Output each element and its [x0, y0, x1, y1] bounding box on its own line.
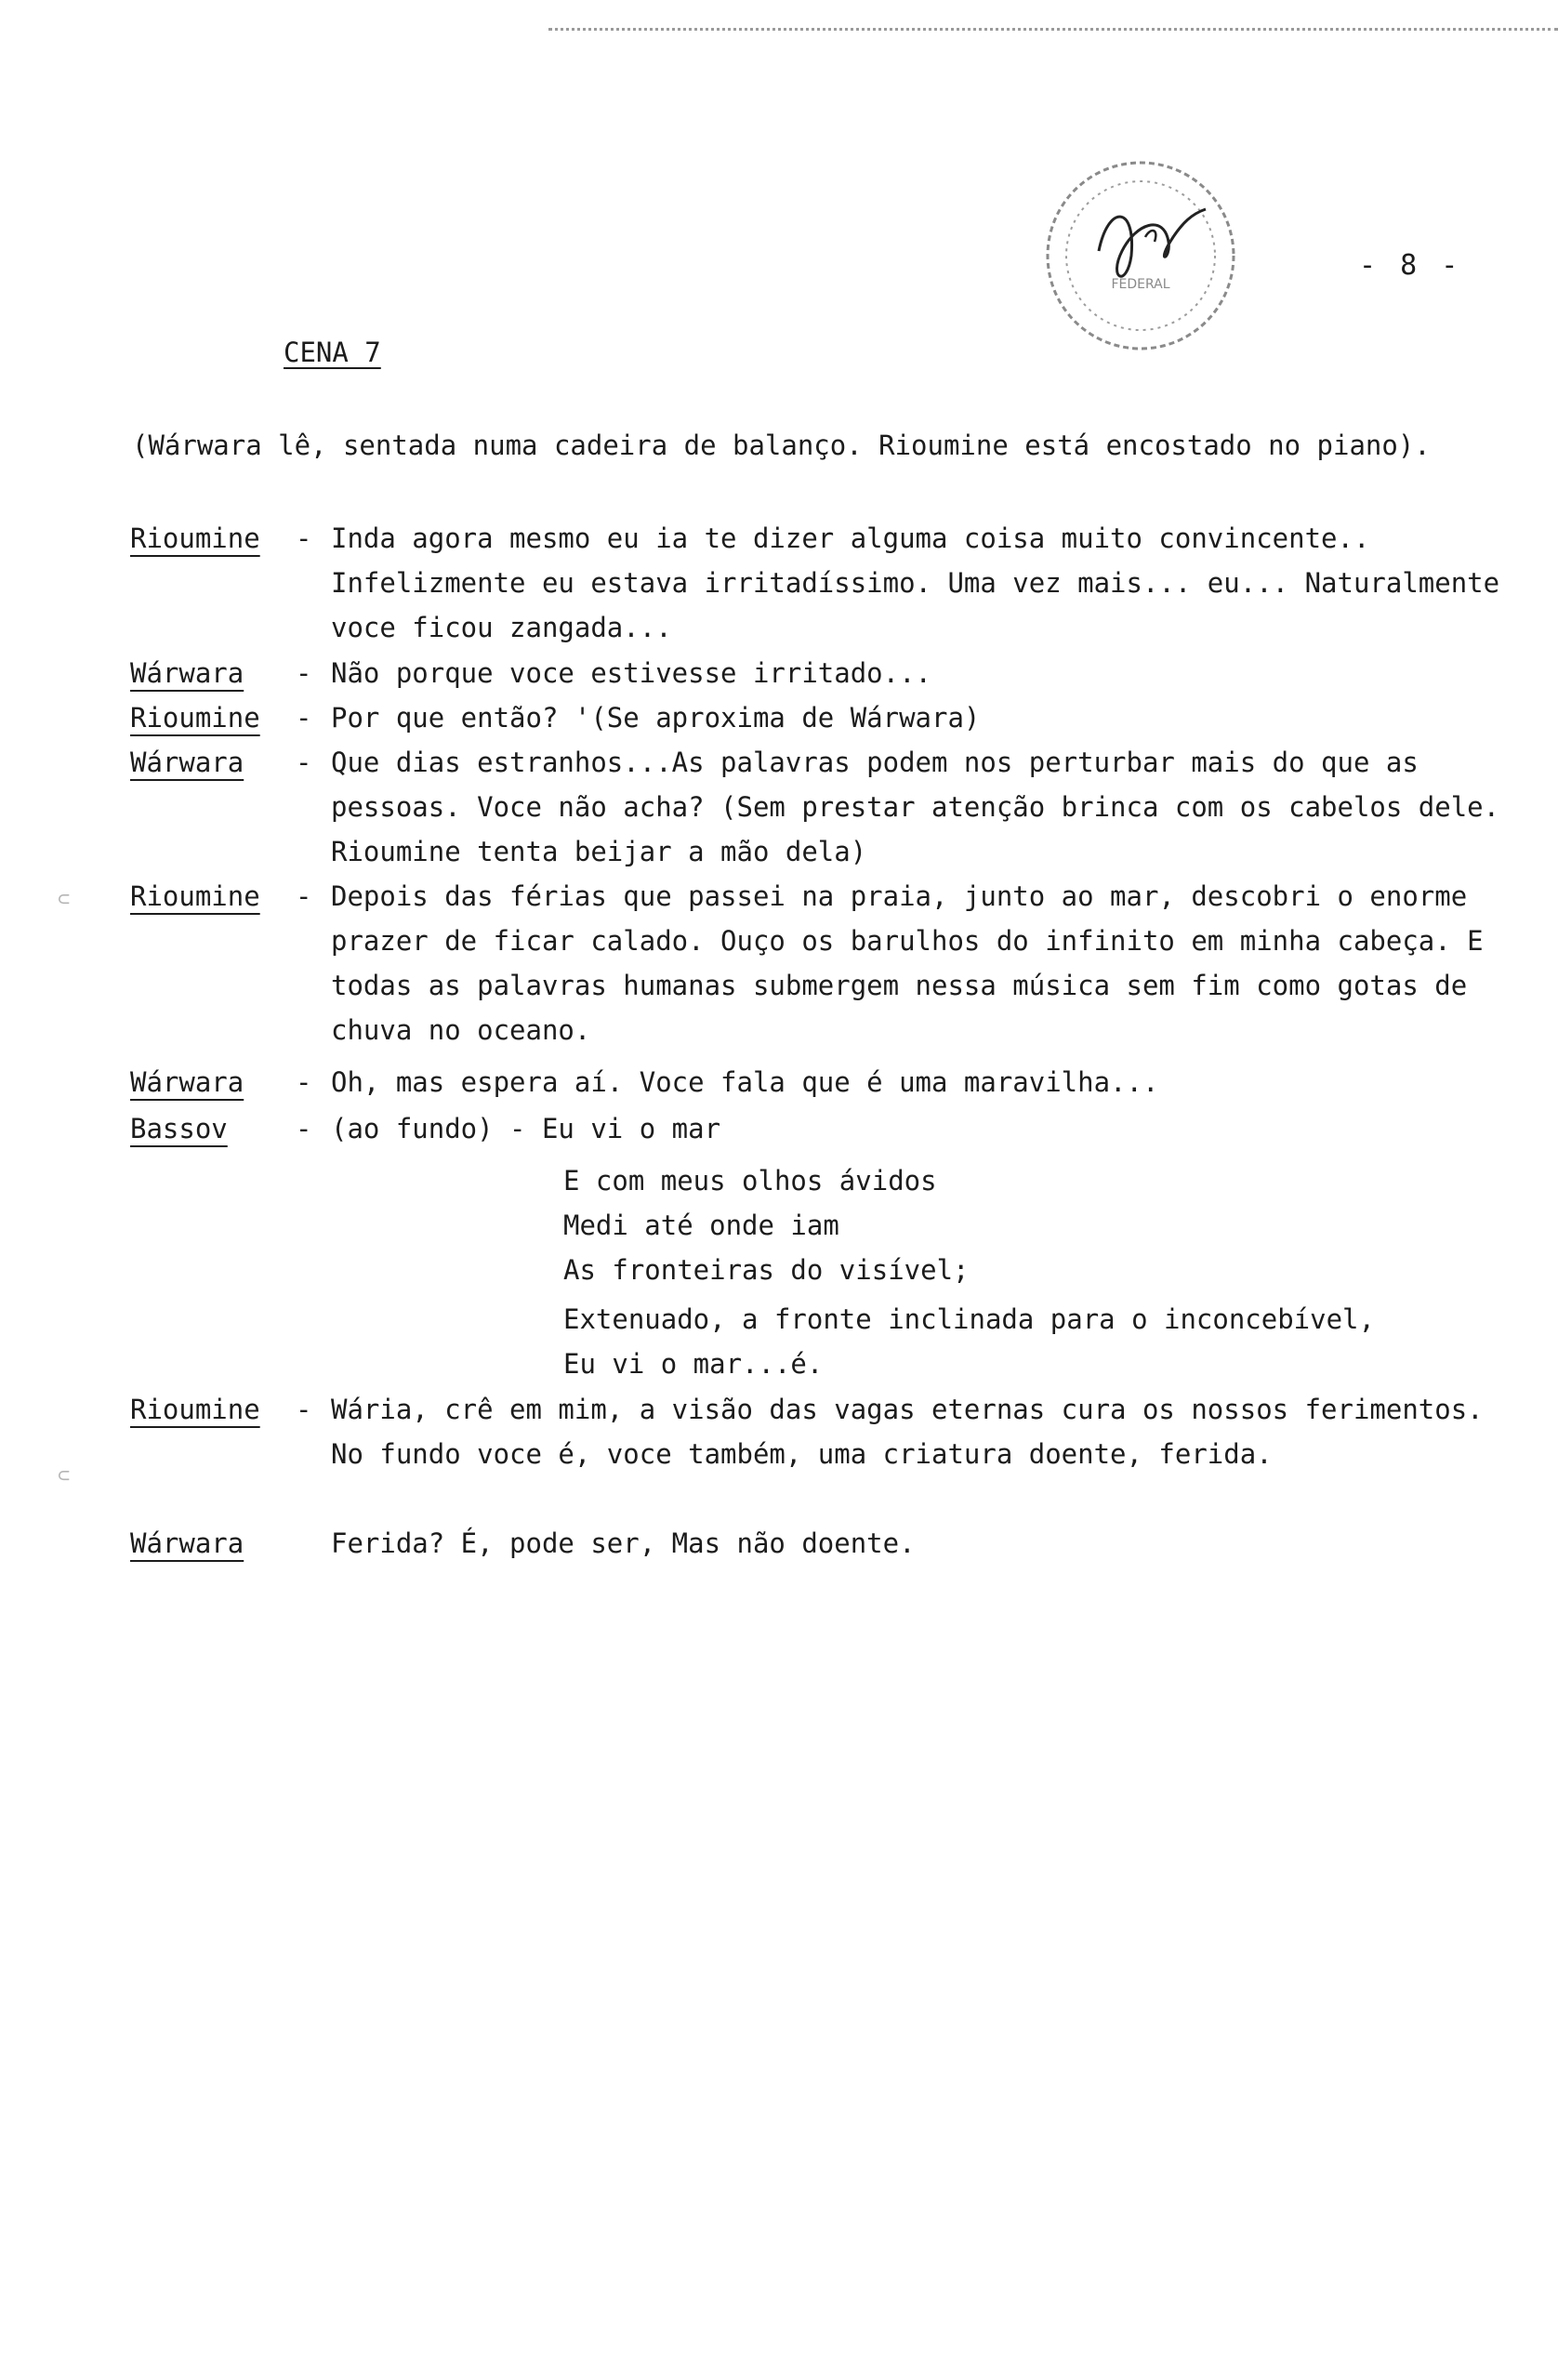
svg-text:FEDERAL: FEDERAL: [1111, 277, 1170, 292]
scene-title: CENA 7: [284, 337, 381, 368]
poem-line: E com meus olhos ávidos: [563, 1165, 937, 1197]
official-stamp-seal: [1034, 149, 1248, 363]
margin-punch-mark: ⊂: [58, 888, 71, 911]
speech-text: Por que então? '(Se aproxima de Wárwara): [331, 702, 981, 734]
speaker-name: Rioumine: [130, 880, 260, 912]
poem-line: Extenuado, a fronte inclinada para o inconcebível,: [563, 1303, 1375, 1335]
speech-text: Que dias estranhos...As palavras podem nos perturbar mais do que as pessoas. Voce não acha? (Sem prestar atenção brinca com os cabelos dele. Rioumine tenta beijar a mão dela): [331, 747, 1516, 867]
speech-text: (ao fundo) - Eu vi o mar: [331, 1113, 721, 1144]
speaker-dash: -: [296, 657, 312, 689]
speaker-dash: -: [296, 747, 312, 778]
speaker-name: Wárwara: [130, 657, 244, 689]
speech-text: Depois das férias que passei na praia, junto ao mar, descobri o enorme prazer de ficar calado. Ouço os barulhos do infinito em minha cabeça. E todas as palavras humanas submergem nessa música sem fim como gotas de chuva no oceano.: [331, 880, 1500, 1046]
speaker-dash: -: [296, 702, 312, 734]
stage-direction: (Wárwara lê, sentada numa cadeira de balanço. Rioumine está encostado no piano).: [132, 430, 1431, 461]
speaker-dash: -: [296, 1066, 312, 1098]
speech-text: Não porque voce estivesse irritado...: [331, 657, 932, 689]
poem-line: Eu vi o mar...é.: [563, 1348, 824, 1380]
speaker-dash: -: [296, 880, 312, 912]
speech-text: Inda agora mesmo eu ia te dizer alguma coisa muito convincente.. Infelizmente eu estava irritadíssimo. Uma vez mais... eu... Naturalmente voce ficou zangada...: [331, 522, 1516, 643]
speaker-name: Wárwara: [130, 1066, 244, 1098]
page-number: - 8 -: [1359, 249, 1462, 282]
speaker-dash: -: [296, 522, 312, 554]
speaker-name: Rioumine: [130, 1394, 260, 1425]
speaker-name: Wárwara: [130, 1527, 244, 1559]
speaker-dash: -: [296, 1113, 312, 1144]
speaker-dash: -: [296, 1394, 312, 1425]
speech-text: Wária, crê em mim, a visão das vagas eternas cura os nossos ferimentos. No fundo voce é, voce também, uma criatura doente, ferida.: [331, 1394, 1500, 1470]
speaker-name: Bassov: [130, 1113, 228, 1144]
top-scan-edge: [548, 28, 1558, 31]
speech-text: Oh, mas espera aí. Voce fala que é uma maravilha...: [331, 1066, 1159, 1098]
poem-line: Medi até onde iam: [563, 1210, 839, 1241]
speech-text: Ferida? É, pode ser, Mas não doente.: [331, 1527, 916, 1559]
margin-punch-mark: ⊂: [58, 1464, 71, 1488]
poem-line: As fronteiras do visível;: [563, 1254, 970, 1286]
speaker-name: Rioumine: [130, 702, 260, 734]
speaker-name: Wárwara: [130, 747, 244, 778]
speaker-name: Rioumine: [130, 522, 260, 554]
